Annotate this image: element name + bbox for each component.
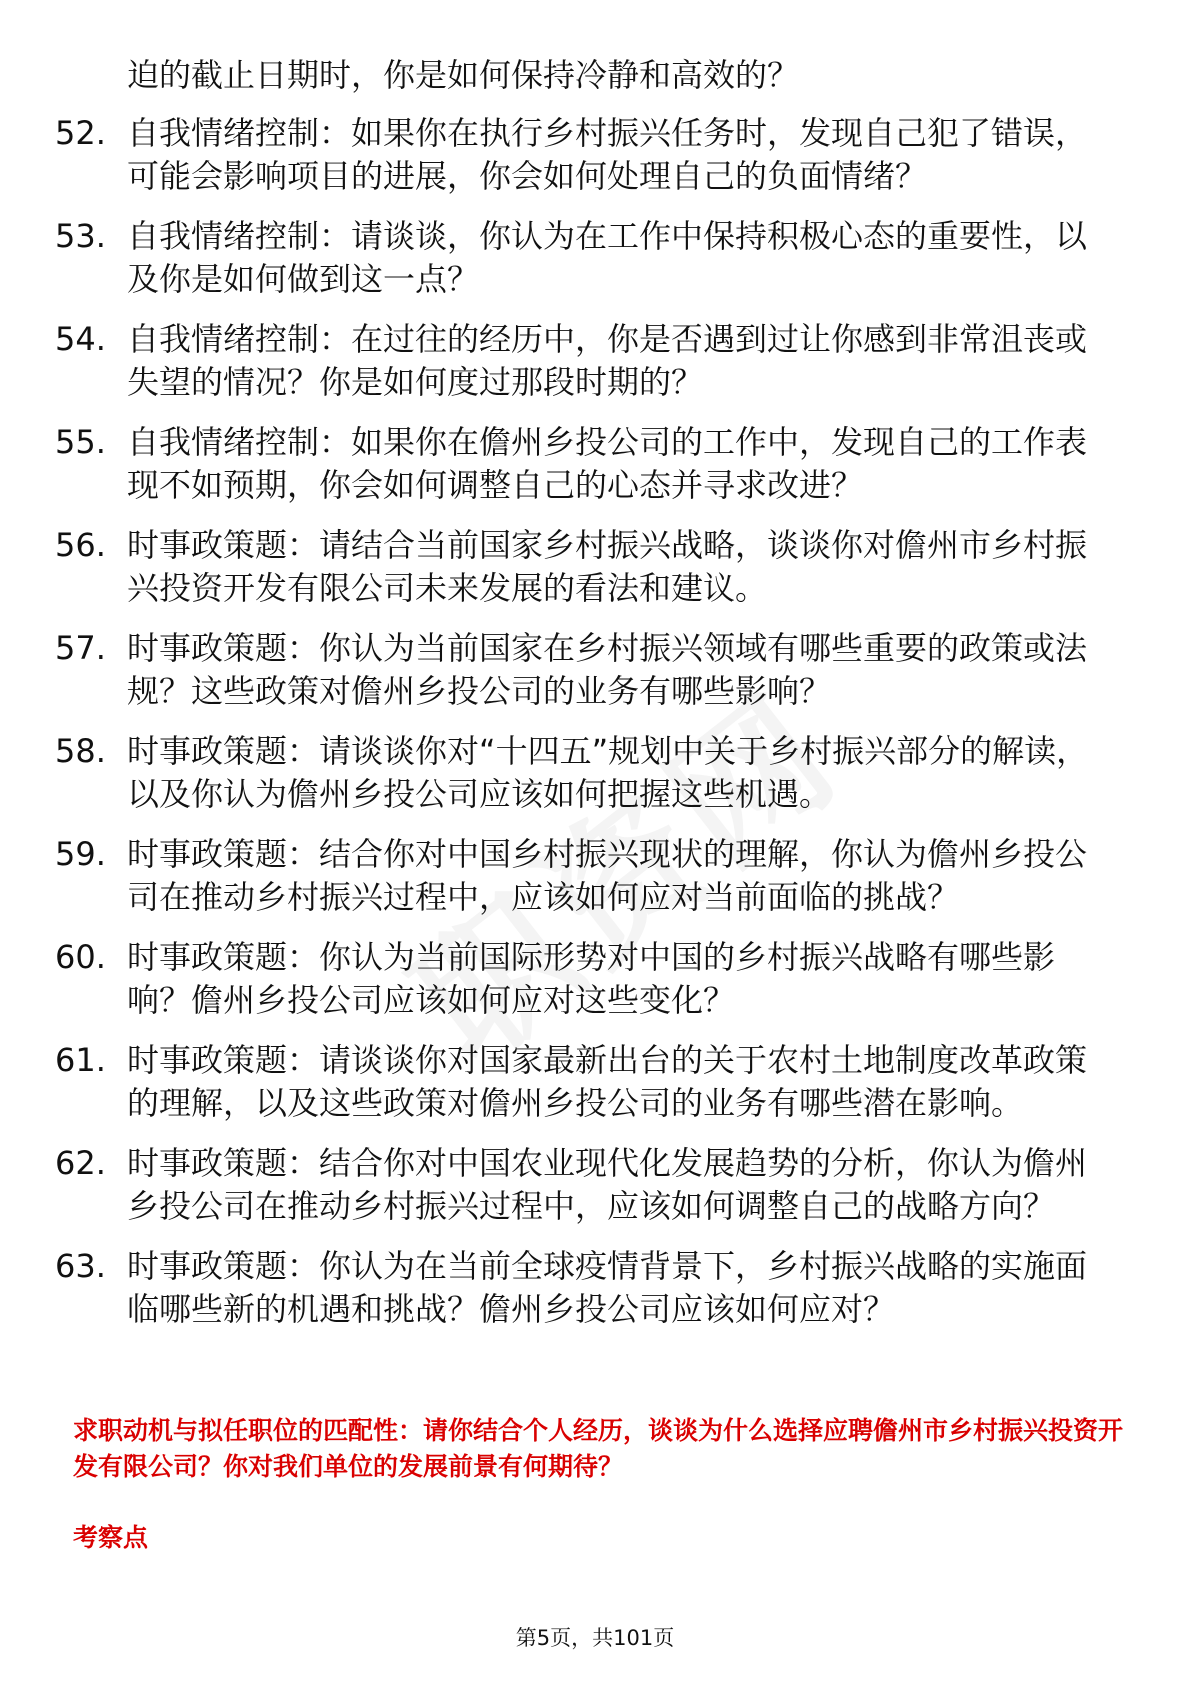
question-number: 52. [55,114,106,152]
question-body: 结合你对中国农业现代化发展趋势的分析，你认为儋州乡投公司在推动乡村振兴过程中，应该如何调整自己的战略方向？ [127,1144,1088,1225]
highlight-question: 求职动机与拟任职位的匹配性：请你结合个人经历，谈谈为什么选择应聘儋州市乡村振兴投资开发有限公司？你对我们单位的发展前景有何期待？ [73,1416,1124,1481]
question-body: 请谈谈你对“十四五”规划中关于乡村振兴部分的解读，以及你认为儋州乡投公司应该如何把握这些机遇。 [127,732,1089,813]
question-body: 如果你在儋州乡投公司的工作中，发现自己的工作表现不如预期，你会如何调整自己的心态并寻求改进？ [127,423,1088,504]
list-item [55,112,1130,198]
question-body: 你认为在当前全球疫情背景下，乡村振兴战略的实施面临哪些新的机遇和挑战？儋州乡投公司应该如何应对？ [127,1247,1088,1328]
page-number: 第5页，共101页 [515,1626,675,1650]
question-body: 请谈谈，你认为在工作中保持积极心态的重要性，以及你是如何做到这一点？ [127,217,1088,298]
list-item [55,1142,1130,1228]
question-body: 请谈谈你对国家最新出台的关于农村土地制度改革政策的理解，以及这些政策对儋州乡投公司的业务有哪些潜在影响。 [127,1041,1088,1122]
question-body: 你认为当前国际形势对中国的乡村振兴战略有哪些影响？儋州乡投公司应该如何应对这些变化？ [127,938,1056,1019]
question-category: 时事政策题： [127,526,320,564]
section-subheading: 考察点 [73,1523,149,1552]
question-category: 自我情绪控制： [127,114,352,152]
question-body: 在过往的经历中，你是否遇到过让你感到非常沮丧或失望的情况？你是如何度过那段时期的？ [127,320,1088,401]
question-number: 55. [55,423,106,461]
question-text [127,215,1117,301]
question-number: 53. [55,217,106,255]
question-category: 时事政策题： [127,1247,320,1285]
question-number: 61. [55,1041,106,1079]
question-number: 58. [55,732,106,770]
question-text [127,112,1117,198]
question-category: 自我情绪控制： [127,320,352,358]
question-text [127,318,1117,404]
question-body: 如果你在执行乡村振兴任务时，发现自己犯了错误，可能会影响项目的进展，你会如何处理自己的负面情绪？ [127,114,1088,195]
question-category: 自我情绪控制： [127,423,352,461]
question-text [127,627,1117,713]
list-item [55,1245,1130,1331]
question-number: 60. [55,938,106,976]
list-item [55,936,1130,1022]
list-item [55,730,1130,816]
list-item [55,318,1130,404]
question-text [127,524,1117,610]
question-category: 时事政策题： [127,938,320,976]
list-item [55,1039,1130,1125]
question-category: 时事政策题： [127,732,320,770]
question-text [127,1039,1117,1125]
question-text [127,936,1117,1022]
question-number: 54. [55,320,106,358]
question-number: 63. [55,1247,106,1285]
question-body: 你认为当前国家在乡村振兴领域有哪些重要的政策或法规？这些政策对儋州乡投公司的业务有哪些影响？ [127,629,1088,710]
question-body: 请结合当前国家乡村振兴战略，谈谈你对儋州市乡村振兴投资开发有限公司未来发展的看法和建议。 [127,526,1088,607]
list-item [55,524,1130,610]
list-item [55,421,1130,507]
question-number: 57. [55,629,106,667]
question-category: 时事政策题： [127,629,320,667]
list-item [55,833,1130,919]
question-text [127,833,1117,919]
question-list [55,112,1130,1348]
list-item [55,627,1130,713]
question-category: 自我情绪控制： [127,217,352,255]
question-text [127,1245,1117,1331]
question-category: 时事政策题： [127,1144,320,1182]
question-number: 56. [55,526,106,564]
question-text [127,421,1117,507]
question-category: 时事政策题： [127,1041,320,1079]
question-text [127,730,1117,816]
question-number: 62. [55,1144,106,1182]
question-text [127,1142,1117,1228]
list-item [55,215,1130,301]
question-category: 时事政策题： [127,835,320,873]
continuation-text: 迫的截止日期时，你是如何保持冷静和高效的？ [127,56,800,94]
question-number: 59. [55,835,106,873]
question-body: 结合你对中国乡村振兴现状的理解，你认为儋州乡投公司在推动乡村振兴过程中，应该如何应对当前面临的挑战？ [127,835,1088,916]
